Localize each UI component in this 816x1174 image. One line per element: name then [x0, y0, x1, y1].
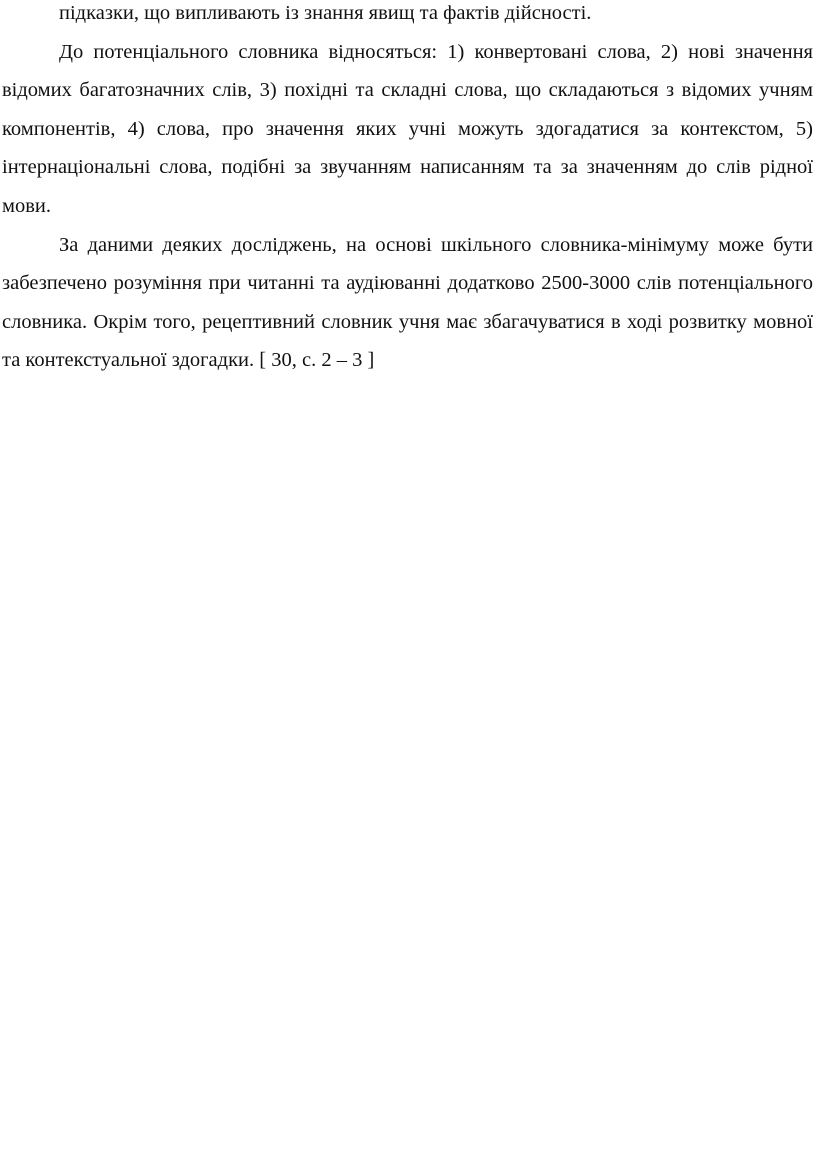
document-body	[2, 0, 813, 380]
paragraph-research-data: За даними деяких досліджень, на основі шкільного словника-мінімуму може бути забезпечено розуміння при читанні та аудіюванні додатково 2500-3000 слів потенціального словника. Окрім того, рецептивний словник учня має збагачуватися в ході розвитку мовної та контекстуальної здогадки. [ 30, с. 2 – 3 ]	[2, 233, 813, 372]
paragraph-continuation: підказки, що випливають із знання явищ та фактів дійсності.	[59, 2, 592, 24]
paragraph-potential-vocabulary: До потенціального словника відносяться: 1) конвертовані слова, 2) нові значення відомих багатозначних слів, 3) похідні та складні слова, що складаються з відомих учням компонентів, 4) слова, про значення яких учні можуть здогадатися за контекстом, 5) інтернаціональні слова, подібні за звучанням написанням та за значенням до слів рідної мови.	[2, 40, 813, 217]
